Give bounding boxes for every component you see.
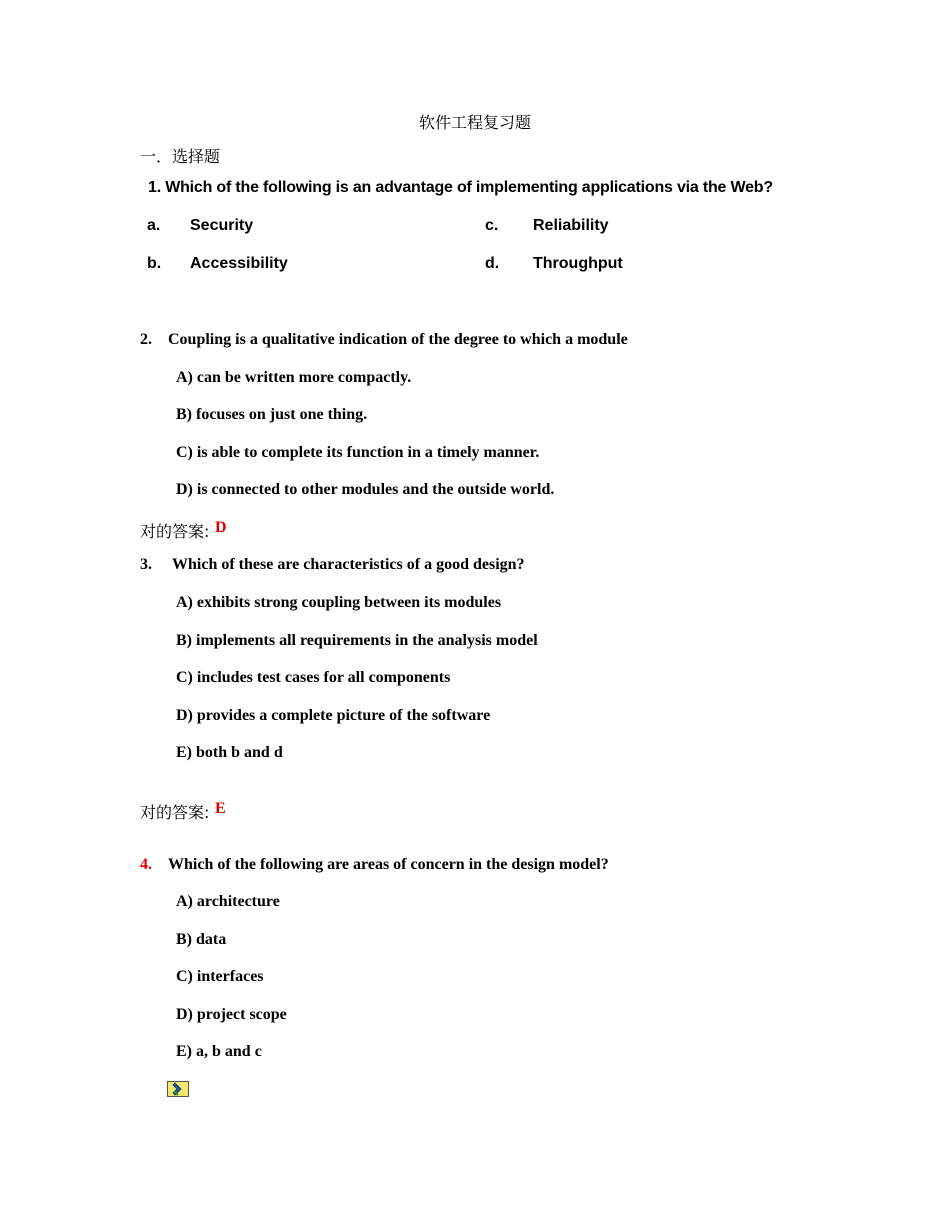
q2-option-b: B) focuses on just one thing.	[176, 406, 368, 423]
q4-option-d: D) project scope	[176, 1006, 287, 1023]
q3-answer-value: E	[215, 800, 226, 817]
arrow-right-icon[interactable]	[167, 1081, 189, 1097]
q3-option-d: D) provides a complete picture of the software	[176, 707, 491, 724]
q4-option-a: A) architecture	[176, 893, 280, 910]
document-title: 软件工程复习题	[418, 113, 531, 132]
q3-option-e: E) both b and d	[176, 744, 283, 761]
q1-option-c-letter: c.	[485, 217, 499, 234]
q3-option-b: B) implements all requirements in the analysis model	[176, 632, 538, 649]
q1-option-d-letter: d.	[485, 255, 500, 272]
question-3-text: Which of these are characteristics of a good design?	[172, 556, 525, 573]
q1-option-a-letter: a.	[147, 217, 161, 234]
question-3-number: 3.	[140, 556, 152, 573]
section-heading: 一．选择题	[140, 147, 221, 166]
q2-answer-label: 对的答案:	[140, 522, 210, 541]
question-4-number: 4.	[140, 856, 152, 873]
q1-option-b-text: Accessibility	[190, 255, 288, 272]
q1-option-b-letter: b.	[147, 255, 162, 272]
q2-option-a: A) can be written more compactly.	[176, 369, 412, 386]
q2-option-d: D) is connected to other modules and the outside world.	[176, 481, 555, 498]
question-4-text: Which of the following are areas of concern in the design model?	[168, 856, 609, 873]
q2-option-c: C) is able to complete its function in a timely manner.	[176, 444, 540, 461]
q1-option-a-text: Security	[190, 217, 254, 234]
q4-option-e: E) a, b and c	[176, 1043, 262, 1060]
question-2-text: Coupling is a qualitative indication of the degree to which a module	[168, 331, 628, 348]
question-1-text: 1. Which of the following is an advantage of implementing applications via the Web?	[148, 179, 773, 196]
q3-option-c: C) includes test cases for all components	[176, 669, 451, 686]
q2-answer-value: D	[215, 519, 227, 536]
q1-option-d-text: Throughput	[533, 255, 623, 272]
q4-option-c: C) interfaces	[176, 968, 264, 985]
q3-answer-label: 对的答案:	[140, 803, 210, 822]
q1-option-c-text: Reliability	[533, 217, 609, 234]
q4-option-b: B) data	[176, 931, 227, 948]
q3-option-a: A) exhibits strong coupling between its modules	[176, 594, 502, 611]
question-2-number: 2.	[140, 331, 152, 348]
